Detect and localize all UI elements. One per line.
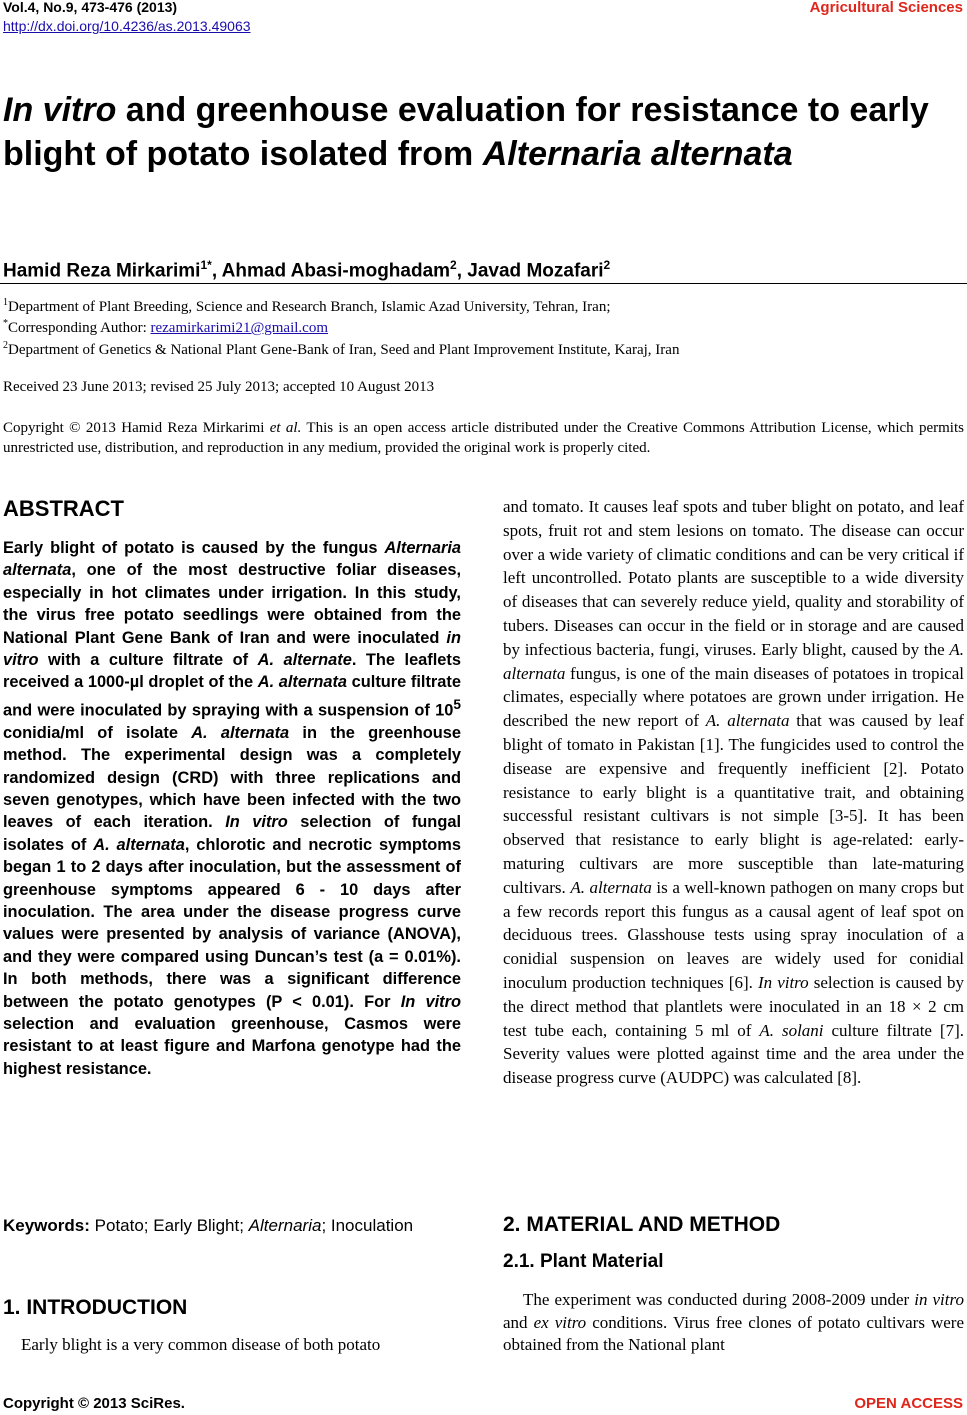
keywords-text: Alternaria bbox=[248, 1216, 322, 1235]
footer-open-access: OPEN ACCESS bbox=[854, 1395, 963, 1412]
doi-link[interactable]: http://dx.doi.org/10.4236/as.2013.49063 bbox=[3, 18, 251, 34]
plant-material-paragraph bbox=[503, 1289, 964, 1357]
abstract-text: A. alternate bbox=[257, 651, 352, 670]
title-divider bbox=[0, 283, 967, 284]
affiliation-text: Department of Plant Breeding, Science and Research Branch, Islamic Azad University, Tehran, Iran; bbox=[8, 299, 611, 315]
exponent: 5 bbox=[453, 696, 461, 712]
intro-paragraph: Early blight is a very common disease of both potato bbox=[21, 1335, 381, 1354]
author-affiliation-mark: 2 bbox=[450, 258, 457, 272]
subsection-heading: 2.1. Plant Material bbox=[503, 1251, 664, 1272]
corresponding-author bbox=[3, 314, 328, 338]
body-text: conditions. Virus free clones of potato cultivars were obtained from the National plant bbox=[503, 1312, 965, 1354]
received-dates: Received 23 June 2013; revised 25 July 2013; accepted 10 August 2013 bbox=[3, 379, 435, 395]
journal-volume: Vol.4, No.9, 473-476 (2013) bbox=[3, 0, 178, 15]
abstract-text: selection and evaluation greenhouse, Casmos were resistant to at least figure and Marfona genotype had the highest resistance. bbox=[3, 1015, 461, 1078]
body-text: A. solani bbox=[759, 1020, 824, 1040]
abstract-text: conidia/ml of isolate bbox=[3, 723, 192, 742]
author-affiliation-mark: 2 bbox=[603, 258, 611, 272]
body-text: The experiment was conducted during 2008-2009 under bbox=[523, 1290, 915, 1309]
body-text: A. alternata bbox=[503, 639, 964, 683]
title-part: and greenhouse evaluation for resistance to early blight of potato isolated from bbox=[3, 91, 929, 173]
keywords-text: Potato; Early Blight; bbox=[89, 1216, 249, 1235]
paper-title bbox=[3, 88, 963, 176]
body-text: culture filtrate [7]. Severity values were plotted against time and the area under the disease progress curve (AUDPC) was calculated [8]. bbox=[503, 1020, 965, 1088]
author-list bbox=[3, 253, 610, 283]
keywords bbox=[3, 1215, 461, 1238]
abstract-text: in vitro bbox=[3, 628, 461, 670]
body-text: ex vitro bbox=[533, 1312, 587, 1332]
abstract-text: selection of fungal isolates of bbox=[3, 813, 461, 854]
abstract-text: In vitro bbox=[400, 992, 461, 1011]
affiliation-mark: 1 bbox=[3, 297, 8, 308]
author-name: , Ahmad Abasi-moghadam bbox=[211, 260, 451, 282]
copyright-text: This is an open access article distributed under the Creative Commons Attribution License, which permits unrestricted use, distribution, and reproduction in any medium, provided the original work is properly cited. bbox=[3, 420, 964, 456]
body-text: is a well-known pathogen on many crops but a few records report this fungus as a causal agent of leaf spot on deciduous trees. Glasshouse tests using spray inoculation of a conidial suspension on leaves are widely used for conidial inoculum production techniques [6]. bbox=[503, 877, 965, 992]
author-name: Hamid Reza Mirkarimi bbox=[3, 260, 201, 282]
body-text: in vitro bbox=[914, 1290, 964, 1309]
intro-continued bbox=[503, 495, 964, 1090]
abstract-text: In vitro bbox=[225, 813, 288, 832]
affiliation-mark: 2 bbox=[3, 340, 8, 351]
abstract-text: Alternaria alternata bbox=[3, 539, 461, 580]
abstract-text: , one of the most destructive foliar diseases, especially in hot climates under irrigation. In this study, the virus free potato seedlings were obtained from the National Plant Gene Bank of Iran and were inoculated bbox=[3, 561, 461, 647]
keywords-text: ; Inoculation bbox=[321, 1216, 414, 1235]
body-text: A. alternata bbox=[705, 711, 790, 731]
abstract-body bbox=[3, 537, 461, 1080]
copyright-text: et al. bbox=[269, 420, 302, 436]
corresponding-label: Corresponding Author: bbox=[8, 320, 151, 336]
abstract-text: culture filtrate and were inoculated by spraying with a suspension of 10 bbox=[3, 673, 461, 720]
corresponding-mark: * bbox=[3, 318, 8, 329]
email-link[interactable]: rezamirkarimi21@gmail.com bbox=[150, 320, 329, 336]
body-text: that was caused by leaf blight of tomato in Pakistan [1]. The fungicides used to control the disease are expensive and frequently inefficient [2]. Potato resistance to early blight is a quantitative trait, and obtaining successful resistant cultivars is not simple [3-5]. It has been observed that resistance to early blight is age-related: early-maturing cultivars are more susceptible than late-maturing cultivars. bbox=[503, 711, 964, 897]
abstract-text: . The leaflets received a 1000-µl droplet of the bbox=[3, 651, 461, 692]
intro-heading: 1. INTRODUCTION bbox=[3, 1296, 188, 1319]
abstract-text: A. alternata bbox=[93, 835, 185, 854]
section-heading: 2. MATERIAL AND METHOD bbox=[503, 1213, 781, 1236]
copyright-text: Copyright © 2013 Hamid Reza Mirkarimi bbox=[3, 420, 270, 436]
abstract-text: in the greenhouse method. The experimental design was a completely randomized design (CRD) with three replications and seven genotypes, which have been infected with the two leaves of each iteration. bbox=[3, 723, 461, 832]
footer-copyright: Copyright © 2013 SciRes. bbox=[3, 1395, 185, 1412]
affiliation-text: Department of Genetics & National Plant Gene-Bank of Iran, Seed and Plant Improvement Institute, Karaj, Iran bbox=[8, 342, 680, 358]
abstract-text: with a culture filtrate of bbox=[38, 651, 258, 670]
body-text: fungus, is one of the main diseases of potatoes in tropical climates, especially where potatoes are grown under irrigation. He described the new report of bbox=[503, 663, 964, 731]
title-part: In vitro bbox=[3, 91, 117, 129]
affiliation-2 bbox=[3, 336, 679, 360]
body-text: and tomato. It causes leaf spots and tuber blight on potato, and leaf spots, fruit rot and stem lesions on tomato. The disease can occur over a wide variety of climatic conditions and can be very critical if left uncontrolled. Potato plants are susceptible to a wide diversity of diseases that can severely reduce yield, quality and storability of tubers. Diseases can occur in the field or in storage and are caused by infectious bacteria, fungi, viruses. Early blight, caused by the bbox=[503, 497, 964, 659]
abstract-text: A. alternata bbox=[191, 723, 290, 742]
author-affiliation-mark: 1* bbox=[200, 258, 212, 272]
abstract-text: A. alternata bbox=[257, 673, 348, 692]
author-name: , Javad Mozafari bbox=[456, 260, 604, 282]
title-part: Alternaria alternata bbox=[482, 135, 793, 173]
body-text: In vitro bbox=[757, 972, 809, 992]
body-text: A. alternata bbox=[570, 877, 652, 897]
abstract-heading: ABSTRACT bbox=[3, 496, 124, 521]
abstract-text: Early blight of potato is caused by the fungus bbox=[3, 539, 385, 557]
journal-name: Agricultural Sciences bbox=[809, 0, 963, 16]
copyright-notice bbox=[3, 418, 964, 458]
body-text: selection is caused by the direct method that plantlets were inoculated in an 18 × 2 cm test tube each, containing 5 ml of bbox=[503, 972, 964, 1040]
body-text: and bbox=[503, 1312, 534, 1332]
keywords-label: Keywords: bbox=[3, 1216, 90, 1235]
abstract-text: , chlorotic and necrotic symptoms began 1 to 2 days after inoculation, but the assessment of greenhouse symptoms appeared 6 - 10 days after inoculation. The area under the disease progress curve values were presented by analysis of variance (ANOVA), and they were compared using Duncan’s test (a = 0.01%). In both methods, there was a significant difference between the potato genotypes (P < 0.01). For bbox=[3, 835, 461, 1011]
